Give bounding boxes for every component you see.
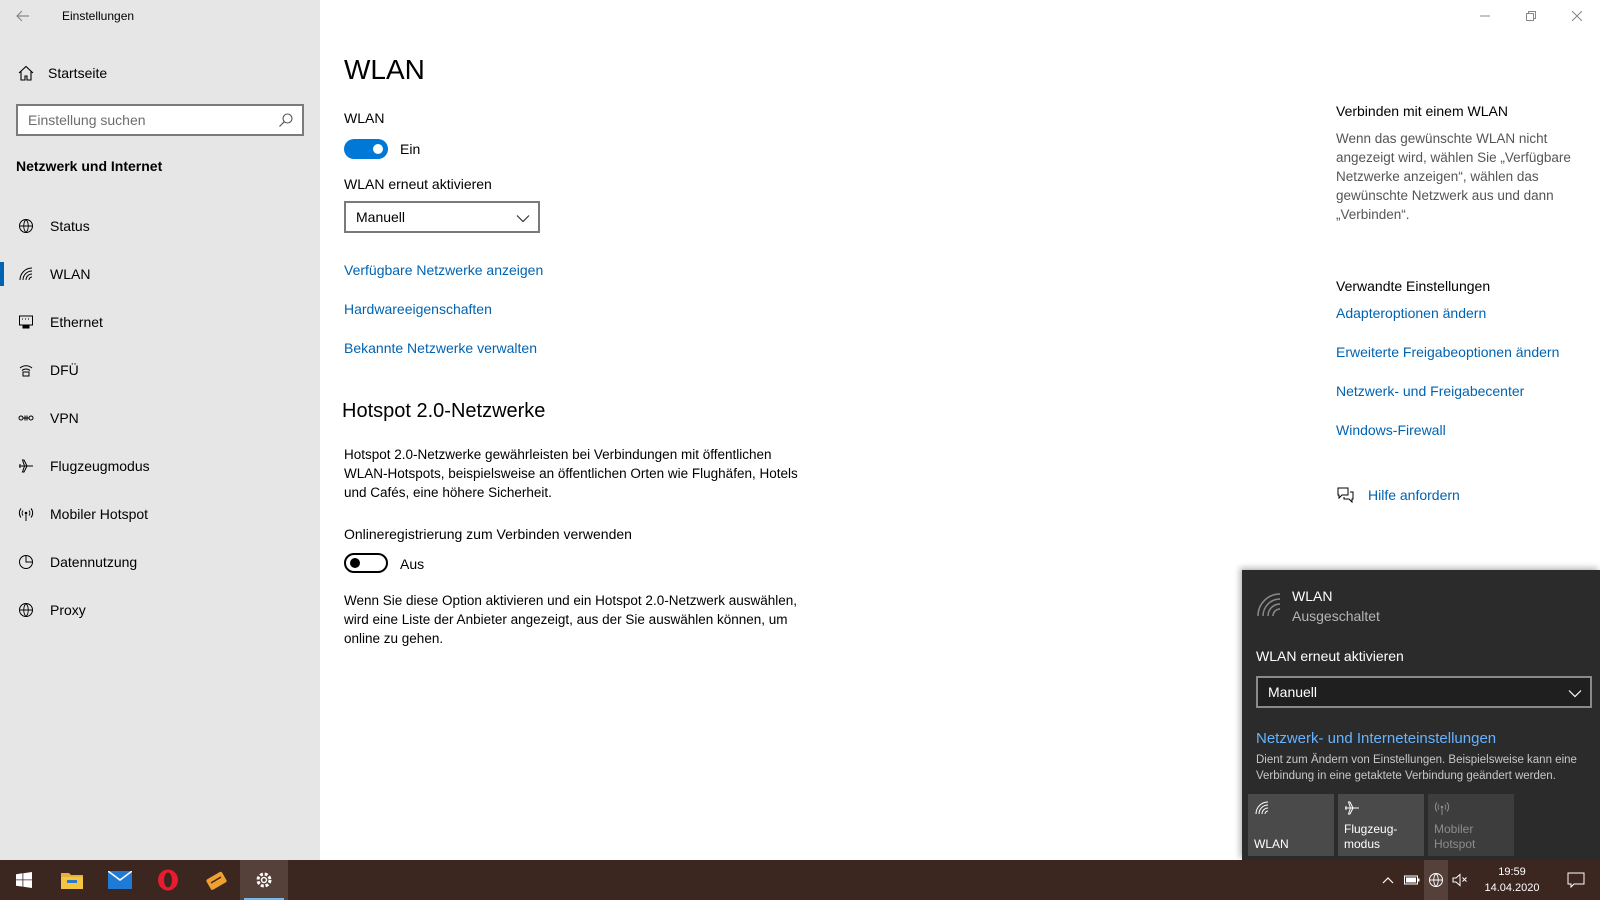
related-settings-heading: Verwandte Einstellungen — [1336, 278, 1491, 294]
network-settings-description: Dient zum Ändern von Einstellungen. Beispielsweise kann eine Verbindung in eine getaktete Verbindung geändert werden. — [1256, 754, 1577, 782]
flyout-status: Ausgeschaltet — [1292, 608, 1380, 624]
sidebar-item-label: Flugzeugmodus — [50, 458, 150, 474]
globe-icon — [16, 600, 36, 620]
hardware-properties-link[interactable]: Hardwareeigenschaften — [344, 301, 492, 317]
window-controls — [1462, 0, 1600, 32]
battery-button[interactable] — [1400, 860, 1424, 900]
settings-gear-icon — [254, 870, 274, 890]
wifi-off-icon — [1256, 592, 1282, 618]
action-center-button[interactable] — [1552, 860, 1600, 900]
wifi-icon — [1254, 800, 1270, 816]
close-button[interactable] — [1554, 0, 1600, 32]
sidebar-item-dfu[interactable] — [0, 346, 320, 394]
wifi-icon — [16, 264, 36, 284]
wlan-tile[interactable] — [1248, 794, 1334, 856]
hotspot-description: Hotspot 2.0-Netzwerke gewährleisten bei Verbindungen mit öffentlichen WLAN-Hotspots, beispielsweise an öffentlichen Orten wie Flughäfen, Hotels und Cafés, eine höhere Sicherheit. — [344, 447, 798, 500]
taskbar-opera[interactable] — [144, 860, 192, 900]
wlan-flyout — [1242, 570, 1600, 860]
sidebar-item-vpn[interactable] — [0, 394, 320, 442]
volume-muted-icon — [1452, 873, 1468, 887]
sidebar-item-proxy[interactable] — [0, 586, 320, 634]
sidebar-item-mobiler-hotspot[interactable] — [0, 490, 320, 538]
tile-label: Mobiler Hotspot — [1434, 822, 1476, 851]
dialup-icon — [16, 360, 36, 380]
online-registration-state: Aus — [400, 556, 425, 572]
flyout-reactivate-dropdown[interactable] — [1256, 676, 1592, 708]
home-label: Startseite — [48, 65, 108, 81]
network-globe-icon — [1428, 872, 1444, 888]
globe-status-icon — [16, 216, 36, 236]
online-registration-label: Onlineregistrierung zum Verbinden verwenden — [344, 526, 632, 542]
manage-known-networks-link[interactable]: Bekannte Netzwerke verwalten — [344, 340, 537, 356]
reactivate-label: WLAN erneut aktivieren — [344, 176, 492, 192]
show-available-networks-link[interactable]: Verfügbare Netzwerke anzeigen — [344, 262, 544, 278]
minimize-icon — [1480, 11, 1490, 21]
chevron-down-icon — [516, 211, 530, 225]
flyout-reactivate-label: WLAN erneut aktivieren — [1256, 648, 1404, 664]
restore-button[interactable] — [1508, 0, 1554, 32]
sidebar-item-wlan[interactable] — [0, 250, 320, 298]
ethernet-icon — [16, 312, 36, 332]
tile-label: WLAN — [1254, 837, 1289, 851]
minimize-button[interactable] — [1462, 0, 1508, 32]
back-button[interactable] — [0, 0, 46, 32]
vpn-icon — [16, 408, 36, 428]
battery-icon — [1404, 875, 1420, 885]
taskbar-file-explorer[interactable] — [48, 860, 96, 900]
sidebar-item-label: Datennutzung — [50, 554, 138, 570]
hotspot-heading: Hotspot 2.0-Netzwerke — [342, 400, 546, 422]
search-box[interactable] — [16, 104, 304, 136]
restore-icon — [1526, 11, 1536, 21]
connect-heading: Verbinden mit einem WLAN — [1336, 103, 1508, 119]
mobile-hotspot-tile[interactable] — [1428, 794, 1514, 856]
sidebar-item-ethernet[interactable] — [0, 298, 320, 346]
reactivate-value: Manuell — [356, 209, 406, 225]
wlan-label: WLAN — [344, 110, 385, 126]
wlan-toggle[interactable] — [344, 139, 388, 159]
sidebar-item-label: DFÜ — [50, 362, 79, 378]
taskbar-settings[interactable] — [240, 860, 288, 900]
hotspot-icon — [1434, 800, 1450, 816]
toggle-knob — [350, 558, 360, 568]
search-icon[interactable] — [278, 112, 294, 128]
chevron-down-icon — [1568, 686, 1582, 700]
sidebar-item-status[interactable] — [0, 202, 320, 250]
wlan-toggle-state: Ein — [400, 141, 421, 157]
network-sharing-center-link[interactable]: Netzwerk- und Freigabecenter — [1336, 383, 1525, 399]
help-row[interactable] — [1336, 486, 1460, 504]
windows-firewall-link[interactable]: Windows-Firewall — [1336, 422, 1446, 438]
system-tray — [1376, 860, 1600, 900]
tile-label: Flugzeug- modus — [1344, 822, 1398, 851]
app-title: Einstellungen — [62, 9, 135, 23]
online-registration-toggle[interactable] — [344, 553, 388, 573]
network-button[interactable] — [1424, 860, 1448, 900]
sidebar-nav — [0, 202, 320, 634]
arrow-left-icon — [16, 10, 30, 22]
data-usage-icon — [16, 552, 36, 572]
sidebar-item-label: Ethernet — [50, 314, 103, 330]
search-input[interactable] — [28, 112, 274, 128]
taskbar — [0, 860, 1600, 900]
hotspot-icon — [16, 504, 36, 524]
airplane-icon — [1344, 800, 1360, 816]
quick-action-tiles — [1248, 794, 1514, 856]
flyout-title: WLAN — [1292, 588, 1333, 604]
taskbar-app[interactable] — [192, 860, 240, 900]
help-link[interactable]: Hilfe anfordern — [1368, 487, 1460, 503]
sidebar-item-label: Proxy — [50, 602, 86, 618]
flyout-reactivate-value: Manuell — [1268, 684, 1318, 700]
sidebar-item-label: Status — [50, 218, 90, 234]
windows-start-icon — [16, 872, 32, 888]
clock-date: 14.04.2020 — [1484, 882, 1540, 894]
app-icon — [205, 869, 227, 891]
toggle-knob — [373, 144, 383, 154]
advanced-sharing-link[interactable]: Erweiterte Freigabeoptionen ändern — [1336, 344, 1560, 360]
notification-icon — [1567, 872, 1585, 888]
sidebar-item-datennutzung[interactable] — [0, 538, 320, 586]
title-bar — [0, 0, 320, 32]
adapter-options-link[interactable]: Adapteroptionen ändern — [1336, 305, 1487, 321]
opera-icon — [157, 869, 179, 891]
section-title: Netzwerk und Internet — [16, 158, 163, 174]
sidebar-item-flugzeugmodus[interactable] — [0, 442, 320, 490]
page-title: WLAN — [344, 54, 425, 85]
clock[interactable] — [1472, 864, 1552, 896]
help-chat-icon — [1336, 486, 1354, 504]
airplane-mode-tile[interactable] — [1338, 794, 1424, 856]
reactivate-dropdown[interactable] — [344, 201, 540, 233]
sidebar — [0, 0, 320, 860]
network-settings-link[interactable]: Netzwerk- und Interneteinstellungen — [1256, 730, 1497, 747]
online-registration-description: Wenn Sie diese Option aktivieren und ein Hotspot 2.0-Netzwerk auswählen, wird eine Liste der Anbieter angezeigt, aus der Sie auswählen können, um online zu gehen. — [344, 593, 798, 646]
sidebar-item-label: VPN — [50, 410, 79, 426]
sidebar-item-label: Mobiler Hotspot — [50, 506, 149, 522]
home-nav-item[interactable] — [16, 60, 107, 86]
show-hidden-icons-button[interactable] — [1376, 860, 1400, 900]
start-button[interactable] — [0, 860, 48, 900]
clock-time: 19:59 — [1498, 866, 1526, 878]
airplane-icon — [16, 456, 36, 476]
volume-button[interactable] — [1448, 860, 1472, 900]
connect-description: Wenn das gewünschte WLAN nicht angezeigt wird, wählen Sie „Verfügbare Netzwerke anzeigen“, wählen das gewünschte Netzwerk aus und dann „Verbinden“. — [1336, 131, 1571, 222]
sidebar-item-label: WLAN — [50, 266, 91, 282]
file-explorer-icon — [61, 871, 83, 889]
mail-icon — [108, 871, 132, 889]
close-icon — [1572, 11, 1582, 21]
chevron-up-icon — [1382, 876, 1394, 884]
taskbar-mail[interactable] — [96, 860, 144, 900]
home-icon — [16, 63, 36, 83]
